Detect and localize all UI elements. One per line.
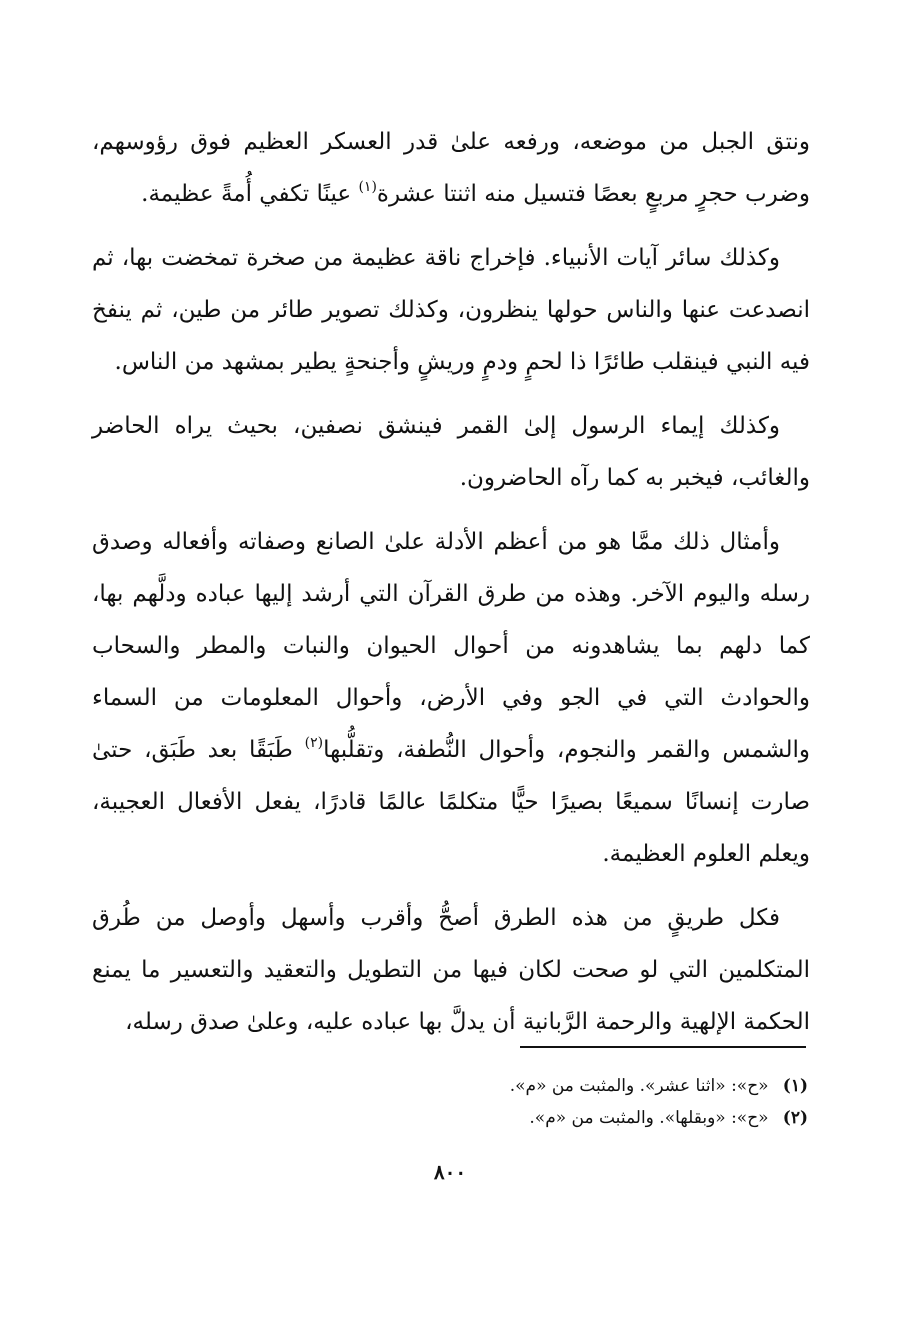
footnote-ref-1: (١) xyxy=(358,179,377,195)
footnote-2-text: «ح»: «وبقلها». والمثبت من «م». xyxy=(529,1108,769,1128)
paragraph-3: وكذلك إيماء الرسول إلىٰ القمر فينشق نصفين، بحيث يراه الحاضر والغائب، فيخبر به كما رآه الحاضرون. xyxy=(92,413,810,491)
footnote-1-text: «ح»: «اثنا عشر». والمثبت من «م». xyxy=(509,1076,769,1096)
footnote-1 xyxy=(400,1070,808,1102)
paragraph-4-text-after: طَبَقًا بعد طَبَق، حتىٰ صارت إنسانًا سميعًا بصيرًا حيًّا متكلمًا عالمًا قادرًا، يفعل الأفعال العجيبة، ويعلم العلوم العظيمة. xyxy=(92,737,810,867)
main-text xyxy=(92,116,810,1048)
footnotes xyxy=(400,1070,808,1134)
paragraph-5: فكل طريقٍ من هذه الطرق أصحُّ وأقرب وأسهل وأوصل من طُرق المتكلمين التي لو صحت لكان فيها من التطويل والتعقيد والتعسير ما يمنع الحكمة الإلهية والرحمة الرَّبانية أن يدلَّ بها عباده عليه، وعلىٰ صدق رسله، xyxy=(92,905,810,1035)
paragraph-1-text-before: ونتق الجبل من موضعه، ورفعه علىٰ قدر العسكر العظيم فوق رؤوسهم، وضرب حجرٍ مربعٍ بعصًا فتسيل منه اثنتا عشرة xyxy=(92,129,810,207)
footnote-separator xyxy=(520,1046,806,1048)
page-number: ٨٠٠ xyxy=(433,1160,467,1184)
footnote-2 xyxy=(400,1102,808,1134)
paragraph-1-text-after: عينًا تكفي أُمةً عظيمة. xyxy=(141,181,359,207)
paragraph-1 xyxy=(92,116,810,220)
paragraph-4 xyxy=(92,516,810,880)
footnote-1-number: (١) xyxy=(782,1076,808,1096)
paragraph-2: وكذلك سائر آيات الأنبياء. فإخراج ناقة عظيمة من صخرة تمخضت بها، ثم انصدعت عنها والناس حولها ينظرون، وكذلك تصوير طائر من طين، ثم ينفخ فيه النبي فينقلب طائرًا ذا لحمٍ ودمٍ وريشٍ وأجنحةٍ يطير بمشهد من الناس. xyxy=(92,245,810,375)
paragraph-4-text-before: وأمثال ذلك ممَّا هو من أعظم الأدلة علىٰ الصانع وصفاته وأفعاله وصدق رسله واليوم الآخر. وهذه من طرق القرآن التي أرشد إليها عباده ودلَّهم بها، كما دلهم بما يشاهدونه من أحوال الحيوان والنبات والمطر والسحاب والحوادث التي في الجو وفي الأرض، وأحوال المعلومات من السماء والشمس والقمر والنجوم، وأحوال النُّطفة، وتقلُّبها xyxy=(92,529,810,763)
footnote-ref-2: (٢) xyxy=(304,735,324,751)
footnote-2-number: (٢) xyxy=(782,1108,808,1128)
